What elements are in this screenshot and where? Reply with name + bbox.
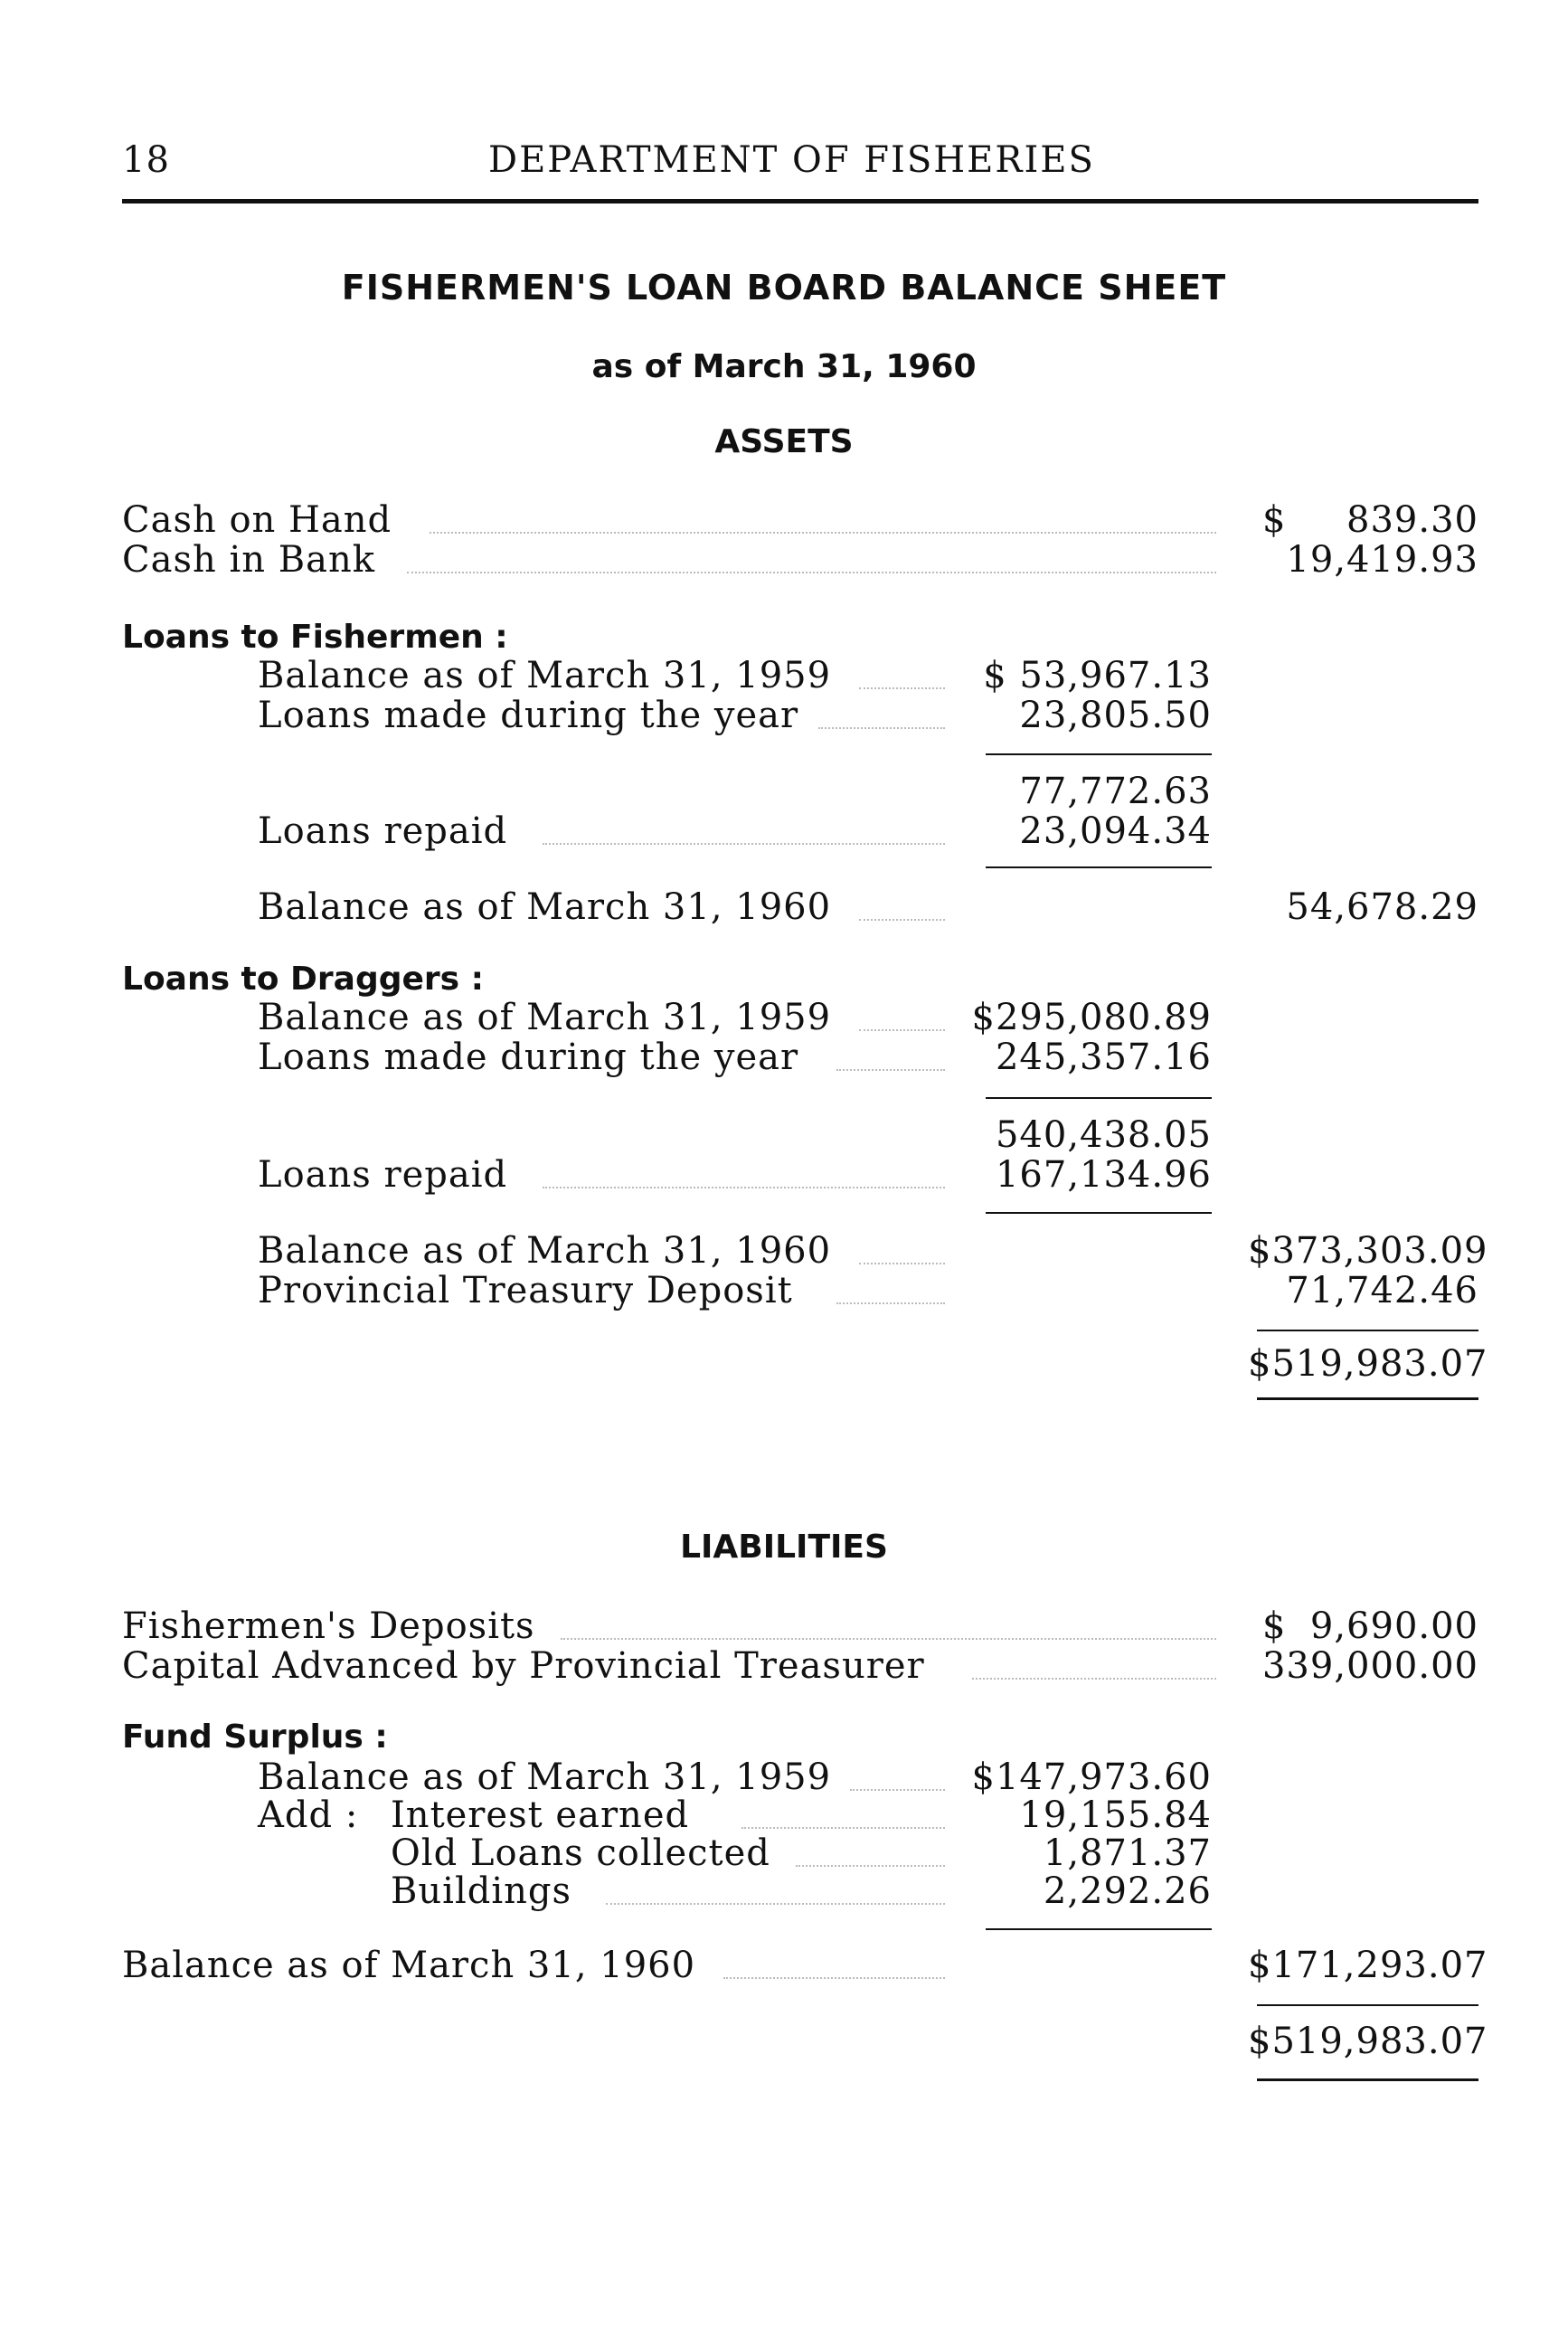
fishermen-balance-1959-label: Balance as of March 31, 1959 [258, 655, 832, 696]
fishermen-loans-made-label: Loans made during the year [258, 695, 799, 736]
capital-advanced-label: Capital Advanced by Provincial Treasurer [122, 1645, 925, 1687]
leader-dots [723, 1977, 945, 1979]
fishermen-balance-1960-value: 54,678.29 [1286, 886, 1478, 928]
buildings-value: 2,292.26 [1043, 1870, 1212, 1912]
assets-heading: ASSETS [714, 423, 854, 460]
draggers-balance-1959-label: Balance as of March 31, 1959 [258, 997, 832, 1038]
buildings-label: Buildings [391, 1870, 572, 1912]
leader-dots [796, 1865, 945, 1867]
draggers-balance-1960-label: Balance as of March 31, 1960 [258, 1230, 832, 1272]
leader-dots [859, 1263, 945, 1264]
total-rule [1257, 1330, 1478, 1331]
assets-total: $519,983.07 [1248, 1343, 1488, 1385]
leader-dots [543, 843, 945, 845]
subtotal-rule [986, 866, 1212, 868]
leader-dots [741, 1827, 945, 1829]
subtotal-rule [986, 1212, 1212, 1214]
fishermen-loans-made-value: 23,805.50 [1019, 695, 1212, 736]
page-number: 18 [122, 139, 170, 181]
leader-dots [606, 1903, 945, 1905]
interest-earned-label: Interest earned [391, 1794, 690, 1836]
treasury-deposit-value: 71,742.46 [1286, 1270, 1478, 1311]
fund-surplus-heading: Fund Surplus : [122, 1718, 388, 1756]
draggers-balance-1959-value: $295,080.89 [971, 997, 1212, 1038]
cash-on-hand-label: Cash on Hand [122, 499, 392, 541]
liabilities-balance-1960-label: Balance as of March 31, 1960 [122, 1945, 696, 1986]
leader-dots [836, 1069, 945, 1071]
leader-dots [543, 1187, 945, 1188]
leader-dots [850, 1789, 945, 1791]
leader-dots [859, 687, 945, 689]
leader-dots [859, 919, 945, 921]
draggers-balance-1960-value: $373,303.09 [1248, 1230, 1488, 1272]
cash-in-bank-value: 19,419.93 [1286, 539, 1478, 581]
page-title: FISHERMEN'S LOAN BOARD BALANCE SHEET [341, 268, 1227, 308]
cash-on-hand-currency: $ [1262, 499, 1287, 541]
fund-balance-1959-label: Balance as of March 31, 1959 [258, 1756, 832, 1798]
leader-dots [430, 532, 1216, 534]
header-rule [122, 199, 1478, 204]
page-subtitle: as of March 31, 1960 [591, 348, 977, 385]
total-double-rule [1257, 1397, 1478, 1400]
liabilities-total: $519,983.07 [1248, 2021, 1488, 2062]
fishermens-deposits-value: 9,690.00 [1309, 1605, 1478, 1647]
leader-dots [407, 572, 1216, 573]
leader-dots [818, 727, 945, 729]
capital-advanced-value: 339,000.00 [1261, 1645, 1478, 1687]
total-rule [1257, 2004, 1478, 2006]
add-prefix: Add : [258, 1794, 359, 1836]
old-loans-value: 1,871.37 [1043, 1832, 1212, 1874]
old-loans-label: Old Loans collected [391, 1832, 770, 1874]
leader-dots [836, 1302, 945, 1304]
draggers-loans-made-value: 245,357.16 [995, 1037, 1212, 1078]
fishermen-repaid-label: Loans repaid [258, 810, 508, 852]
leader-dots [561, 1638, 1216, 1640]
draggers-subtotal: 540,438.05 [995, 1114, 1212, 1156]
treasury-deposit-label: Provincial Treasury Deposit [258, 1270, 793, 1311]
liabilities-heading: LIABILITIES [680, 1529, 888, 1566]
fishermen-heading: Loans to Fishermen : [122, 619, 508, 656]
fishermen-subtotal: 77,772.63 [1019, 771, 1212, 812]
fishermen-repaid-value: 23,094.34 [1019, 810, 1212, 852]
running-title: DEPARTMENT OF FISHERIES [488, 139, 1095, 181]
draggers-repaid-label: Loans repaid [258, 1154, 508, 1196]
subtotal-rule [986, 753, 1212, 755]
fund-balance-1959-value: $147,973.60 [971, 1756, 1212, 1798]
fishermen-balance-1960-label: Balance as of March 31, 1960 [258, 886, 832, 928]
draggers-loans-made-label: Loans made during the year [258, 1037, 799, 1078]
liabilities-balance-1960-value: $171,293.07 [1248, 1945, 1488, 1986]
total-double-rule [1257, 2078, 1478, 2081]
subtotal-rule [986, 1097, 1212, 1099]
interest-earned-value: 19,155.84 [1019, 1794, 1212, 1836]
draggers-repaid-value: 167,134.96 [995, 1154, 1212, 1196]
leader-dots [859, 1029, 945, 1031]
fishermens-deposits-currency: $ [1262, 1605, 1287, 1647]
subtotal-rule [986, 1928, 1212, 1930]
fishermens-deposits-label: Fishermen's Deposits [122, 1605, 535, 1647]
draggers-heading: Loans to Draggers : [122, 961, 485, 998]
leader-dots [972, 1678, 1216, 1680]
cash-in-bank-label: Cash in Bank [122, 539, 375, 581]
fishermen-balance-1959-value: $ 53,967.13 [983, 655, 1212, 696]
cash-on-hand-value: 839.30 [1346, 499, 1478, 541]
